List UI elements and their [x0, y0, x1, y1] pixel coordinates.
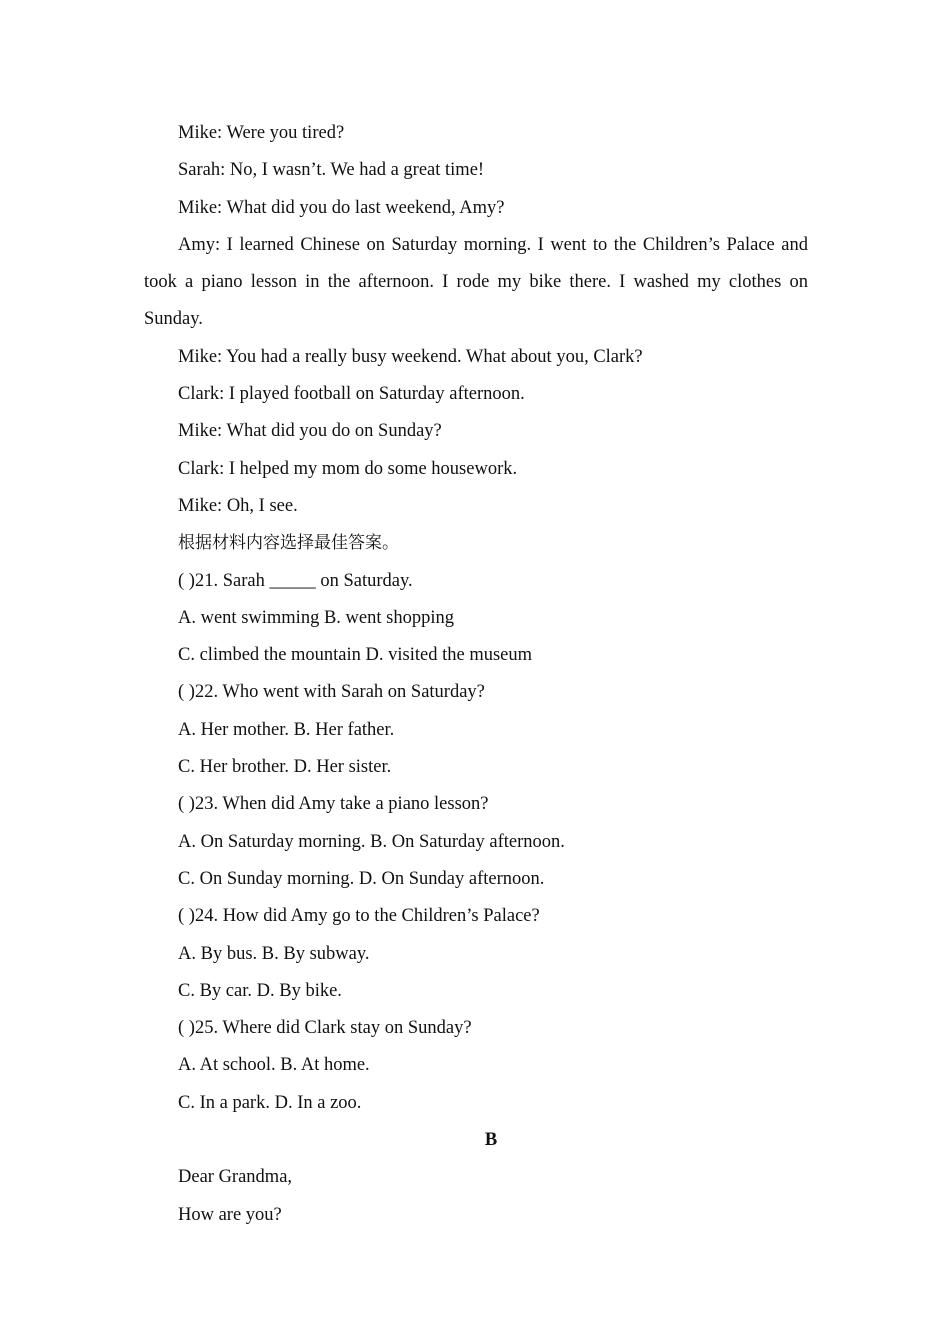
- question-options: C. On Sunday morning. D. On Sunday afternoon.: [178, 868, 545, 889]
- question-stem: ( )24. How did Amy go to the Children’s Palace?: [178, 906, 540, 927]
- document-page: [144, 115, 808, 1234]
- dialogue-line: Mike: What did you do on Sunday?: [178, 421, 442, 442]
- question-options: A. On Saturday morning. B. On Saturday afternoon.: [178, 831, 565, 852]
- question-22: [144, 674, 808, 786]
- question-options: A. Her mother. B. Her father.: [178, 719, 395, 740]
- dialogue-line: Sarah: No, I wasn’t. We had a great time!: [178, 160, 485, 181]
- question-stem: ( )23. When did Amy take a piano lesson?: [178, 794, 489, 815]
- section-heading: B: [484, 1130, 498, 1151]
- letter-line: How are you?: [178, 1204, 282, 1225]
- dialogue-paragraph: Amy: I learned Chinese on Saturday morning. I went to the Children’s Palace and took a piano lesson in the afternoon. I rode my bike there. I washed my clothes on Sunday.: [144, 234, 808, 330]
- dialogue: [144, 115, 808, 525]
- letter-salutation: Dear Grandma,: [178, 1167, 293, 1188]
- instruction: 根据材料内容选择最佳答案。: [178, 533, 399, 554]
- question-options: C. In a park. D. In a zoo.: [178, 1092, 362, 1113]
- question-options: C. climbed the mountain D. visited the museum: [178, 645, 533, 666]
- question-options: C. By car. D. By bike.: [178, 980, 342, 1001]
- question-options: A. By bus. B. By subway.: [178, 943, 370, 964]
- question-list: [144, 563, 808, 1122]
- dialogue-line: Mike: Oh, I see.: [178, 495, 298, 516]
- question-stem: ( )21. Sarah _____ on Saturday.: [178, 570, 413, 591]
- question-21: [144, 563, 808, 675]
- question-25: [144, 1010, 808, 1122]
- dialogue-line: Mike: Were you tired?: [178, 123, 345, 143]
- question-options: A. At school. B. At home.: [178, 1055, 370, 1076]
- question-24: [144, 898, 808, 1010]
- question-options: A. went swimming B. went shopping: [178, 607, 454, 628]
- dialogue-line: Mike: What did you do last weekend, Amy?: [178, 197, 505, 218]
- dialogue-line: Mike: You had a really busy weekend. What about you, Clark?: [178, 346, 643, 367]
- dialogue-line: Clark: I played football on Saturday afternoon.: [178, 384, 525, 405]
- dialogue-line: Clark: I helped my mom do some housework.: [178, 458, 518, 479]
- section-b: [144, 1122, 808, 1234]
- question-stem: ( )22. Who went with Sarah on Saturday?: [178, 682, 485, 703]
- question-23: [144, 786, 808, 898]
- question-options: C. Her brother. D. Her sister.: [178, 757, 392, 778]
- question-stem: ( )25. Where did Clark stay on Sunday?: [178, 1018, 472, 1039]
